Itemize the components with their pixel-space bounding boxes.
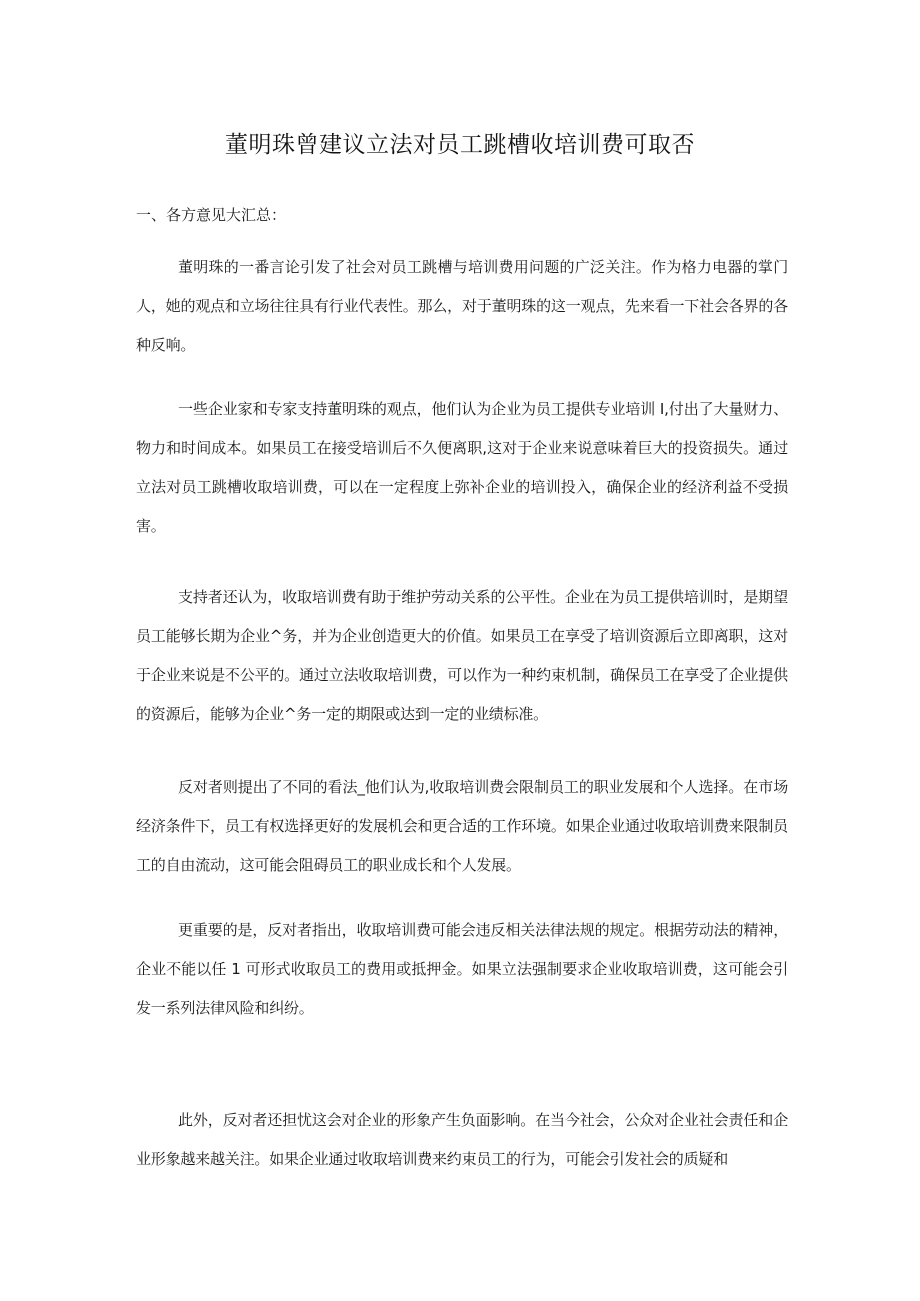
document-title: 董明珠曾建议立法对员工跳槽收培训费可取否 <box>225 132 695 158</box>
section-heading: 一、各方意见大汇总： <box>136 206 287 224</box>
paragraph: 支持者还认为，收取培训费有助于维护劳动关系的公平性。企业在为员工提供培训时，是期望员工能够长期为企业^务，并为企业创造更大的价值。如果员工在享受了培训资源后立即离职，这对于企业来说是不公平的。通过立法收取培训费，可以作为一种约束机制，确保员工在享受了企业提供的资源后，能够为企业^务一定的期限或达到一定的业绩标准。 <box>136 588 788 723</box>
paragraph: 一些企业家和专家支持董明珠的观点，他们认为企业为员工提供专业培训 I,付出了大量财力、物力和时间成本。如果员工在接受培训后不久便离职,这对于企业来说意味着巨大的投资损失。通过立法对员工跳槽收取培训费，可以在一定程度上弥补企业的培训投入，确保企业的经济利益不受损害。 <box>136 400 788 535</box>
paragraph: 董明珠的一番言论引发了社会对员工跳槽与培训费用问题的广泛关注。作为格力电器的掌门人，她的观点和立场往往具有行业代表性。那么，对于董明珠的这一观点，先来看一下社会各界的各种反响。 <box>136 258 788 354</box>
paragraph: 此外，反对者还担忧这会对企业的形象产生负面影响。在当今社会，公众对企业社会责任和企业形象越来越关注。如果企业通过收取培训费来约束员工的行为，可能会引发社会的质疑和 <box>136 1111 788 1168</box>
paragraph: 更重要的是，反对者指出，收取培训费可能会违反相关法律法规的规定。根据劳动法的精神，企业不能以任 1 可形式收取员工的费用或抵押金。如果立法强制要求企业收取培训费，这可能会引发一系列法律风险和纠纷。 <box>136 921 788 1017</box>
paragraph: 反对者则提出了不同的看法_他们认为,收取培训费会限制员工的职业发展和个人选择。在市场经济条件下，员工有权选择更好的发展机会和更合适的工作环境。如果企业通过收取培训费来限制员工的自由流动，这可能会阻碍员工的职业成长和个人发展。 <box>136 778 788 874</box>
